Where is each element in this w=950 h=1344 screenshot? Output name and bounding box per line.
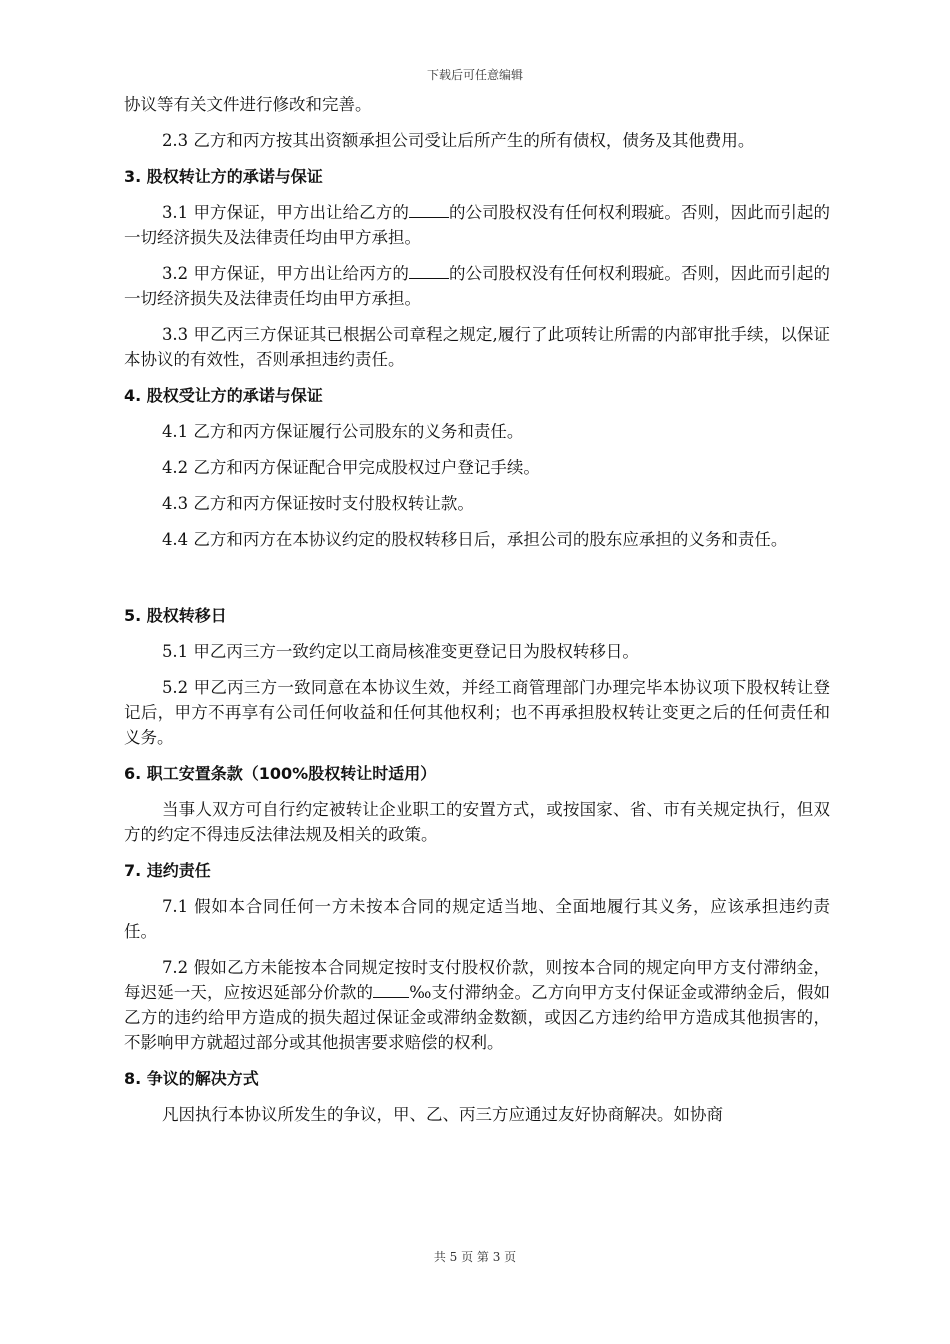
clause-6: 当事人双方可自行约定被转让企业职工的安置方式，或按国家、省、市有关规定执行，但双方的约定不得违反法律法规及相关的政策。	[124, 800, 830, 844]
fill-in-blank	[373, 983, 409, 998]
section-3-heading: 3. 股权转让方的承诺与保证	[124, 167, 323, 186]
fill-in-blank	[409, 264, 449, 279]
clause-5-1: 5.1 甲乙丙三方一致约定以工商局核准变更登记日为股权转移日。	[161, 642, 639, 661]
clause-8: 凡因执行本协议所发生的争议，甲、乙、丙三方应通过友好协商解决。如协商	[161, 1105, 723, 1124]
section-7-heading: 7. 违约责任	[124, 861, 211, 880]
clause-2-3: 2.3 乙方和丙方按其出资额承担公司受让后所产生的所有债权，债务及其他费用。	[161, 131, 755, 150]
clause-3-3: 3.3 甲乙丙三方保证其已根据公司章程之规定,履行了此项转让所需的内部审批手续，以保证本协议的有效性，否则承担违约责任。	[124, 325, 830, 369]
clause-3-1-text-a: 3.1 甲方保证，甲方出让给乙方的	[161, 203, 409, 222]
section-4-heading: 4. 股权受让方的承诺与保证	[124, 386, 323, 405]
clause-4-1: 4.1 乙方和丙方保证履行公司股东的义务和责任。	[161, 422, 524, 441]
clause-3-1-text-b: 的公司股权没有任何权利瑕疵。否则，因此而引起的一切经济损失及法律责任均由甲方承担。	[124, 203, 830, 247]
fill-in-blank	[409, 203, 449, 218]
clause-7-2-text-a: 7.2 假如乙方未能按本合同规定按时支付股权价款，则按本合同的规定向甲方支付滞纳金，每迟延一天，应按迟延部分价款的	[124, 958, 830, 1002]
clause-5-2: 5.2 甲乙丙三方一致同意在本协议生效，并经工商管理部门办理完毕本协议项下股权转让登记后，甲方不再享有公司任何收益和任何其他权利；也不再承担股权转让变更之后的任何责任和义务。	[124, 678, 830, 747]
section-8-heading: 8. 争议的解决方式	[124, 1069, 259, 1088]
clause-3-1	[124, 200, 830, 250]
clause-7-1: 7.1 假如本合同任何一方未按本合同的规定适当地、全面地履行其义务，应该承担违约责任。	[124, 897, 830, 941]
blank-gap	[124, 563, 830, 603]
clause-4-2: 4.2 乙方和丙方保证配合甲完成股权过户登记手续。	[161, 458, 540, 477]
clause-3-2-text-a: 3.2 甲方保证，甲方出让给丙方的	[161, 264, 409, 283]
section-6-heading: 6. 职工安置条款（100%股权转让时适用）	[124, 764, 437, 783]
clause-7-2	[124, 955, 830, 1055]
paragraph-continuation: 协议等有关文件进行修改和完善。	[124, 95, 372, 114]
clause-7-2-text-b: ‰支付滞纳金。乙方向甲方支付保证金或滞纳金后，假如乙方的违约给甲方造成的损失超过保证金或滞纳金数额，或因乙方违约给甲方造成其他损害的，不影响甲方就超过部分或其他损害要求赔偿的权利。	[124, 983, 831, 1052]
clause-4-4: 4.4 乙方和丙方在本协议约定的股权转移日后，承担公司的股东应承担的义务和责任。	[161, 530, 788, 549]
clause-4-3: 4.3 乙方和丙方保证按时支付股权转让款。	[161, 494, 474, 513]
document-body	[124, 92, 830, 1138]
page-footer: 共 5 页 第 3 页	[433, 1250, 517, 1264]
clause-3-2	[124, 261, 830, 311]
clause-3-2-text-b: 的公司股权没有任何权利瑕疵。否则，因此而引起的一切经济损失及法律责任均由甲方承担。	[124, 264, 830, 308]
page-header: 下载后可任意编辑	[426, 68, 523, 82]
section-5-heading: 5. 股权转移日	[124, 606, 227, 625]
